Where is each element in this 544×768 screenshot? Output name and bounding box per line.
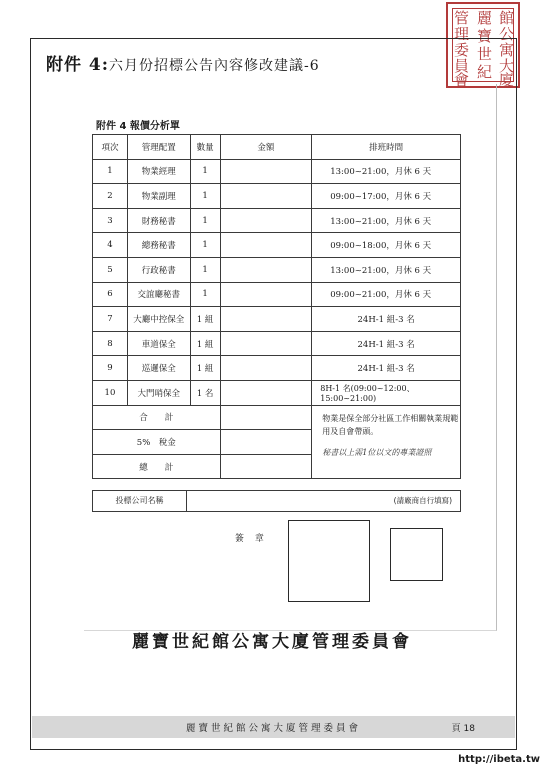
cell-hours: 09:00~21:00，月休 6 天 (312, 282, 461, 307)
table-row (93, 307, 461, 332)
table-row (93, 184, 461, 209)
cell-amount[interactable] (220, 159, 312, 184)
table-row (93, 380, 461, 405)
cell-no: 7 (93, 307, 128, 332)
cell-role: 物業副理 (127, 184, 190, 209)
total-label: 總 計 (93, 454, 221, 479)
total-amount[interactable] (220, 454, 312, 479)
cell-amount[interactable] (220, 307, 312, 332)
cell-qty: 1 (190, 184, 220, 209)
cell-qty: 1 (190, 159, 220, 184)
table-header-row (93, 135, 461, 160)
subtotal-label: 合 計 (93, 405, 221, 430)
table-row (93, 282, 461, 307)
remarks-note: 物業是保全部分社區工作相關執業規範用及自會帶頭。 (322, 413, 459, 436)
handwritten-remark: 秘書以上需1位以文的專業證照 (322, 447, 432, 457)
cell-role: 交誼廳秘書 (127, 282, 190, 307)
cell-role: 總務秘書 (127, 233, 190, 258)
seal-char: 管 (453, 9, 469, 27)
bidder-fill-note[interactable]: (請廠商自行填寫) (393, 496, 452, 505)
cell-role: 巡邏保全 (127, 356, 190, 381)
cell-hours: 24H-1 組-3 名 (312, 331, 461, 356)
table-row (93, 208, 461, 233)
site-watermark: http://ibeta.tw (458, 754, 540, 765)
cell-role: 大門哨保全 (127, 380, 190, 405)
cell-amount[interactable] (220, 184, 312, 209)
seal-char: 寶 (476, 27, 492, 45)
cell-hours: 13:00~21:00，月休 6 天 (312, 208, 461, 233)
footer-name: 麗寶世紀館公寓大廈管理委員會 (185, 723, 361, 734)
header-role: 管理配置 (127, 135, 190, 160)
cell-amount[interactable] (220, 282, 312, 307)
header-hours: 排班時間 (312, 135, 461, 160)
cell-hours: 24H-1 組-3 名 (312, 356, 461, 381)
cell-qty: 1 (190, 233, 220, 258)
cell-no: 6 (93, 282, 128, 307)
cell-amount[interactable] (220, 233, 312, 258)
cell-hours: 13:00~21:00，月休 6 天 (312, 159, 461, 184)
subtotal-row (93, 405, 461, 430)
cell-qty: 1 (190, 257, 220, 282)
subtotal-amount[interactable] (220, 405, 312, 430)
cell-no: 9 (93, 356, 128, 381)
representative-stamp-box[interactable] (390, 528, 443, 581)
header-no: 項次 (93, 135, 128, 160)
table-row (93, 233, 461, 258)
cell-role: 行政秘書 (127, 257, 190, 282)
header-qty: 數量 (190, 135, 220, 160)
title-prefix: 附件 4: (46, 55, 110, 75)
table-row (93, 159, 461, 184)
header-amount: 金額 (220, 135, 312, 160)
table-row (93, 331, 461, 356)
cell-amount[interactable] (220, 380, 312, 405)
cell-qty: 1 (190, 282, 220, 307)
sheet-title: 附件 4 報價分析單 (96, 121, 180, 132)
cell-qty: 1 組 (190, 307, 220, 332)
cell-amount[interactable] (220, 331, 312, 356)
cell-no: 4 (93, 233, 128, 258)
cell-hours: 8H-1 名(09:00~12:00、15:00~21:00) (312, 380, 461, 405)
seal-char: 大 (498, 57, 514, 75)
seal-char: 寓 (498, 41, 514, 59)
seal-char: 理 (453, 25, 469, 43)
quote-table (92, 134, 461, 479)
cell-amount[interactable] (220, 356, 312, 381)
title-text: 六月份招標公告內容修改建議-6 (109, 58, 320, 74)
cell-role: 物業經理 (127, 159, 190, 184)
cell-no: 1 (93, 159, 128, 184)
seal-char: 員 (453, 57, 469, 75)
signature-label: 簽 章 (235, 534, 268, 544)
table-row (93, 257, 461, 282)
seal-char: 世 (476, 45, 492, 63)
cell-role: 車道保全 (127, 331, 190, 356)
cell-amount[interactable] (220, 257, 312, 282)
cell-qty: 1 (190, 208, 220, 233)
cell-role: 大廳中控保全 (127, 307, 190, 332)
cell-no: 3 (93, 208, 128, 233)
table-row (93, 356, 461, 381)
cell-no: 8 (93, 331, 128, 356)
seal-char: 紀 (476, 63, 492, 81)
cell-hours: 13:00~21:00，月休 6 天 (312, 257, 461, 282)
tax-label: 5% 稅金 (93, 430, 221, 455)
seal-char: 麗 (476, 9, 492, 27)
cell-no: 5 (93, 257, 128, 282)
cell-hours: 09:00~17:00，月休 6 天 (312, 184, 461, 209)
cell-no: 10 (93, 380, 128, 405)
page-title (46, 50, 320, 75)
cell-role: 財務秘書 (127, 208, 190, 233)
seal-char: 委 (453, 41, 469, 59)
cell-qty: 1 名 (190, 380, 220, 405)
cell-hours: 09:00~18:00，月休 6 天 (312, 233, 461, 258)
seal-char: 會 (453, 71, 469, 89)
seal-char: 廈 (498, 71, 514, 89)
page-footer (32, 716, 515, 738)
tax-amount[interactable] (220, 430, 312, 455)
cell-hours: 24H-1 組-3 名 (312, 307, 461, 332)
bidder-row (92, 490, 461, 512)
cell-qty: 1 組 (190, 356, 220, 381)
footer-page-number: 頁 18 (451, 724, 475, 734)
bidder-label: 投標公司名稱 (93, 491, 187, 511)
cell-amount[interactable] (220, 208, 312, 233)
cell-qty: 1 組 (190, 331, 220, 356)
cell-no: 2 (93, 184, 128, 209)
remarks-cell (312, 405, 461, 479)
company-stamp-box[interactable] (288, 520, 370, 602)
committee-name: 麗寶世紀館公寓大廈管理委員會 (132, 632, 412, 652)
seal-char: 公 (498, 25, 514, 43)
seal-char: 館 (498, 9, 514, 27)
